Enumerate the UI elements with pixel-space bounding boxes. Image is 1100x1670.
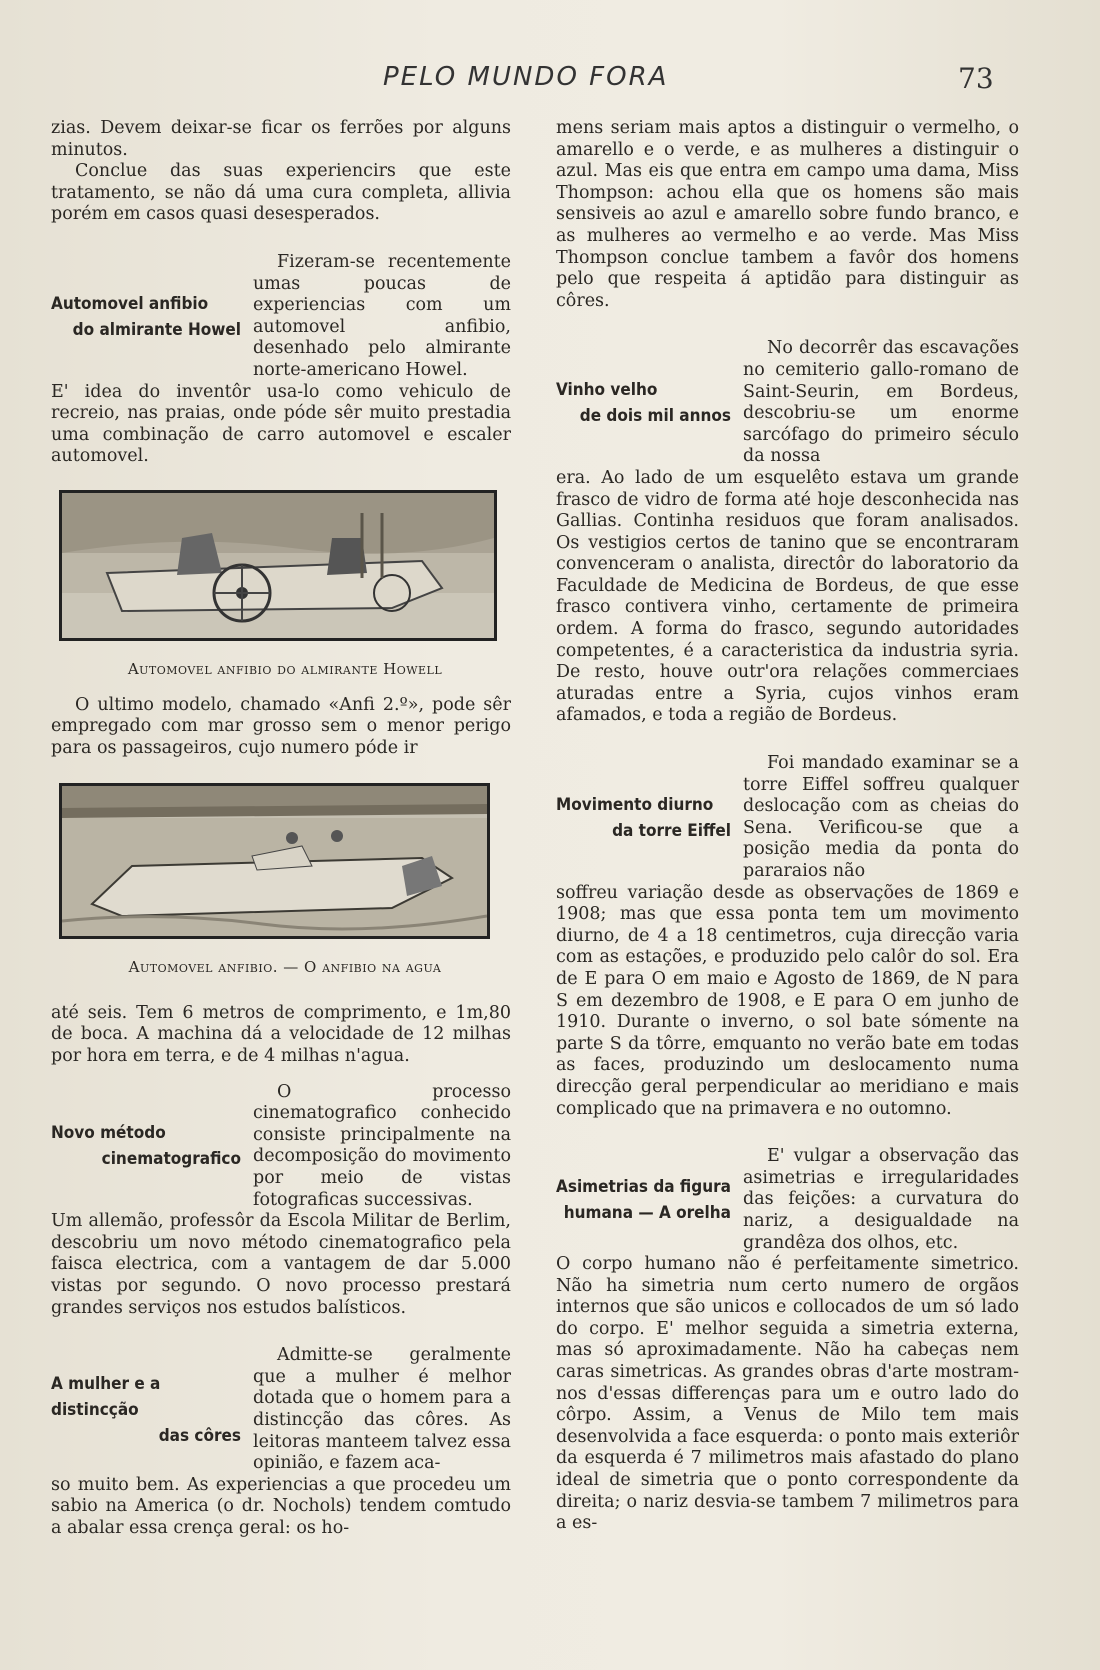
section-heading-line: Novo método	[51, 1123, 166, 1144]
right-column	[556, 118, 1019, 1535]
section-novo-metodo	[51, 1082, 511, 1212]
paragraph: era. Ao lado de um esquelêto estava um grande frasco de vidro de forma até hoje desconhecida nas Gallias. Continha residuos que foram analisados. Os vestigios certos de tanino que se encontraram convenceram o analista, directôr do laboratorio da Faculdade de Medicina de Bordeus, de que esse frasco contivera vinho, certamente de primeira ordem. A forma do frasco, segundo autoridades competentes, é a caracteristica da industria syria. De resto, houve outr'ora relações commerciaes aturadas entre a Syria, cujos vinhos eram afamados, e toda a região de Bordeus.	[556, 467, 1019, 726]
section-heading	[556, 338, 731, 468]
photo-amphibious-car-water	[59, 783, 490, 939]
section-heading-line: Vinho velho	[556, 380, 658, 401]
paragraph: Conclue das suas experiencirs que este tratamento, se não dá uma cura completa, allivia porém em casos quasi desesperados.	[51, 161, 511, 225]
paragraph: soffreu variação desde as observações de 1869 e 1908; mas que essa ponta tem um movimento diurno, de 4 a 18 centimetros, cuja direcção varia com as estações, e produzido pelo calôr do sol. Era de E para O em maio e Agosto de 1869, de N para S em dezembro de 1908, e E para O em junho de 1910. Durante o inverno, o sol bate sómente na parte S da tôrre, emquanto no verão bate em todas as faces, produzindo um deslocamento numa direcção geral perpendicular ao meridiano e mais complicado que na primavera e no outomno.	[556, 882, 1019, 1119]
section-automovel-anfibio	[51, 252, 511, 382]
section-asimetrias	[556, 1146, 1019, 1254]
paragraph: até seis. Tem 6 metros de comprimento, e 1m,80 de boca. A machina dá a velocidade de 12 milhas por hora em terra, e de 4 milhas n'agua.	[51, 1002, 511, 1067]
section-heading-line: cinematografico	[101, 1149, 241, 1170]
page-header	[0, 62, 1100, 102]
section-heading-line: do almirante Howel	[72, 319, 241, 340]
figure-amphibious-car-land	[59, 490, 511, 681]
figure-caption: Automovel anfibio. — O anfibio na agua	[128, 958, 442, 977]
running-title: PELO MUNDO FORA	[383, 62, 669, 92]
paragraph: so muito bem. As experiencias a que procedeu um sabio na America (o dr. Nochols) tendem comtudo a abalar essa crença geral: os ho-	[51, 1474, 511, 1538]
paragraph: E' vulgar a observação das asimetrias e irregularidades das feições: a curvatura do nariz, a desigualdade na grandêza dos olhos, etc.	[743, 1146, 1019, 1253]
left-column	[51, 118, 511, 1540]
section-heading	[556, 1146, 731, 1254]
section-heading-line: humana — A orelha	[563, 1203, 731, 1224]
section-heading-line: da torre Eiffel	[612, 820, 731, 841]
section-heading	[51, 1345, 241, 1475]
page-number: 73	[958, 62, 994, 95]
section-heading-line: Movimento diurno	[556, 794, 714, 815]
section-heading	[556, 753, 731, 883]
paragraph: Admitte-se geralmente que a mulher é melhor dotada que o homem para a distincção das côres. As leitoras manteem talvez essa opinião, e fazem aca-	[253, 1345, 511, 1474]
section-torre-eiffel	[556, 753, 1019, 883]
paragraph: Fizeram-se recentemente umas poucas de experiencias com um automovel anfibio, desenhado pelo almirante norte-americano Howel.	[253, 251, 511, 380]
section-heading-line: Asimetrias da figura	[556, 1177, 731, 1198]
photo-amphibious-car-land	[59, 490, 497, 641]
section-heading-line: das côres	[158, 1425, 241, 1446]
section-heading-line: de dois mil annos	[579, 406, 731, 427]
section-heading	[51, 252, 241, 382]
figure-caption: Automovel anfibio do almirante Howell	[127, 659, 443, 678]
paragraph: O processo cinematografico conhecido consiste principalmente na decomposição do movimento por meio de vistas fotograficas successivas.	[253, 1081, 511, 1210]
paragraph: E' idea do inventôr usa-lo como vehiculo de recreio, nas praias, onde póde sêr muito prestadia uma combinação de carro automovel e escaler automovel.	[51, 381, 511, 467]
paragraph: O corpo humano não é perfeitamente simetrico. Não ha simetria num certo numero de orgãos internos que são unicos e collocados de um só lado do corpo. E' melhor seguida a simetria externa, mas só aproximadamente. Não ha cabeças nem caras simetricas. As grandes obras d'arte mostram-nos d'essas differenças para um e outro lado do côrpo. Assim, a Venus de Milo tem mais desenvolvida a face esquerda: o ponto mais exteriôr da esquerda é 7 milimetros mais afastado do plano ideal de simetria que o ponto correspondente da direita; o nariz desvia-se tambem 7 milimetros para a es-	[556, 1254, 1020, 1534]
section-mulher-cores	[51, 1345, 511, 1475]
section-heading-line: Automovel anfibio	[51, 293, 209, 314]
paragraph: zias. Devem deixar-se ficar os ferrões por alguns minutos.	[51, 118, 511, 160]
section-vinho-velho	[556, 338, 1019, 468]
paragraph: Foi mandado examinar se a torre Eiffel soffreu qualquer deslocação com as cheias do Sena. Verificou-se que a posição media da ponta do pararaios não	[743, 753, 1019, 881]
section-heading-line: A mulher e a distincção	[51, 1373, 161, 1420]
figure-amphibious-car-water	[59, 783, 511, 979]
paragraph: O ultimo modelo, chamado «Anfi 2.º», pode sêr empregado com mar grosso sem o menor perigo para os passageiros, cujo numero póde ir	[51, 694, 511, 758]
paragraph: mens seriam mais aptos a distinguir o vermelho, o amarello e o verde, e as mulheres a distinguir o azul. Mas eis que entra em campo uma dama, Miss Thompson: achou ella que os homens são mais sensiveis ao azul e amarello sobre fundo branco, e as mulheres ao vermelho e ao verde. Mas Miss Thompson conclue tambem a favôr dos homens pelo que respeita á aptidão para distinguir as côres.	[556, 118, 1019, 311]
section-heading	[51, 1082, 241, 1212]
paragraph: Um allemão, professôr da Escola Militar de Berlim, descobriu um novo método cinematografico pela faisca electrica, com a vantagem de dar 5.000 vistas por segundo. O novo processo prestará grandes serviços nos estudos balísticos.	[51, 1211, 511, 1318]
paragraph: No decorrêr das escavações no cemiterio gallo-romano de Saint-Seurin, em Bordeus, descobriu-se um enorme sarcófago do primeiro século da nossa	[743, 338, 1019, 467]
